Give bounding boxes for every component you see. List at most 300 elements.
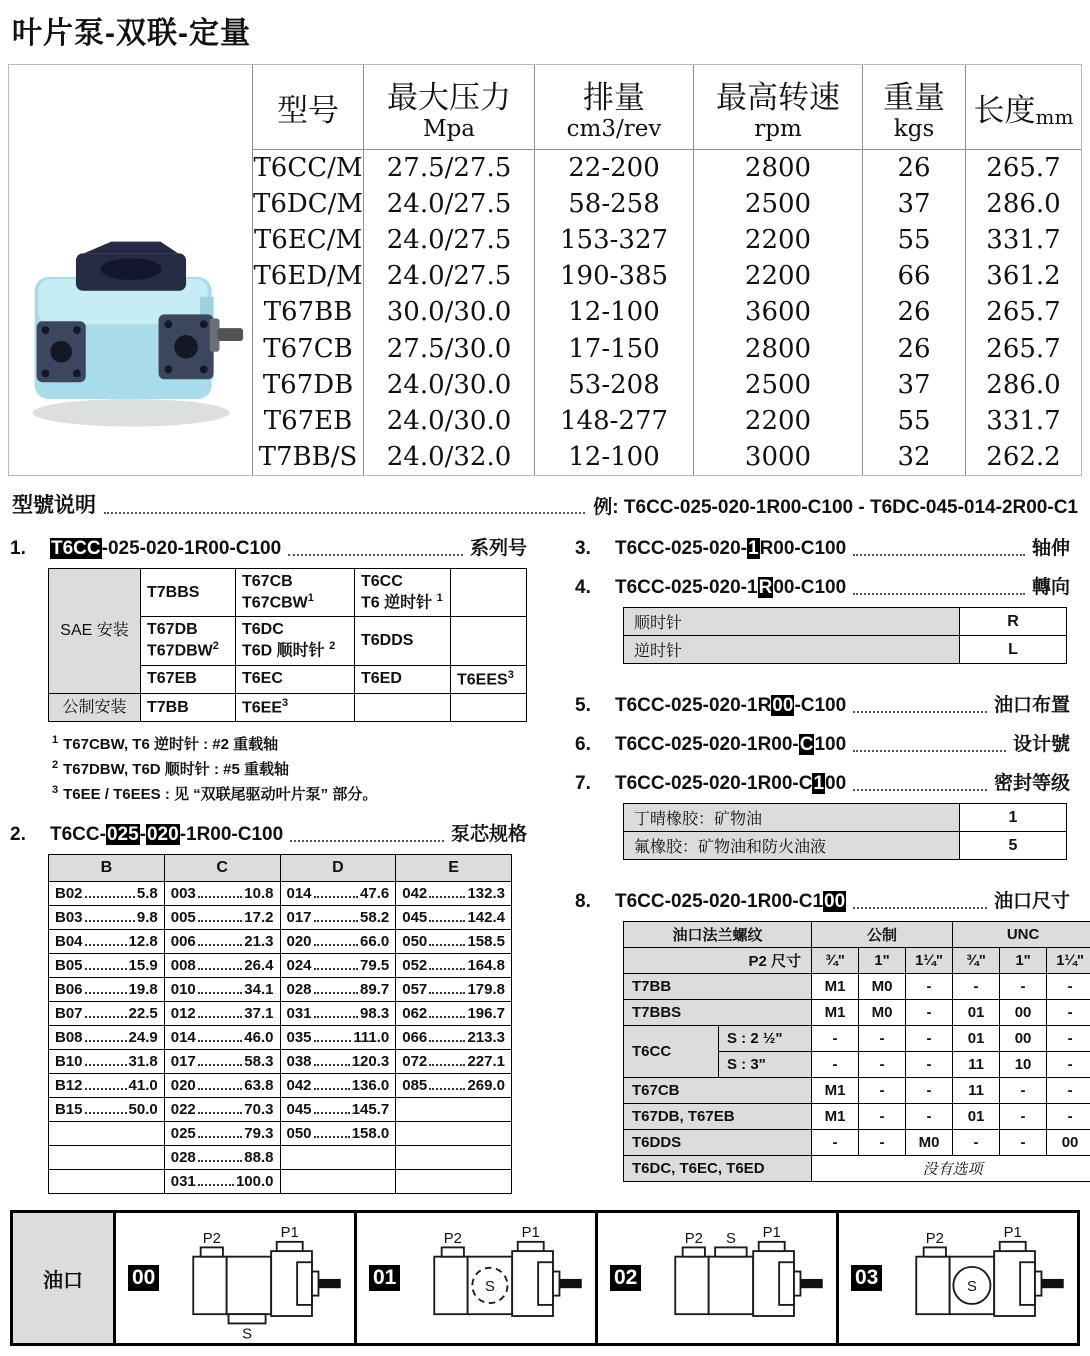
spec-cell: 66 <box>863 258 966 294</box>
core-cell: B02 5.8 <box>49 882 165 906</box>
left-column <box>8 521 537 1194</box>
core-cell <box>396 1098 512 1122</box>
port-cell: - <box>906 1000 953 1026</box>
svg-text:S: S <box>485 1279 496 1296</box>
port-row-sublabel: S : 2 ½" <box>719 1026 812 1052</box>
section-2-heading <box>10 819 527 846</box>
core-row <box>49 1170 512 1194</box>
core-cell: B06 19.8 <box>49 978 165 1002</box>
spec-cell: 2200 <box>694 258 863 294</box>
port-cell: - <box>1047 1000 1090 1026</box>
spec-cell: 17-150 <box>535 331 694 367</box>
core-cell: 020 63.8 <box>164 1074 280 1098</box>
mount-cell <box>355 693 451 721</box>
model-example: 例: T6CC-025-020-1R00-C100 - T6DC-045-014-2R00-C1 <box>593 497 1078 518</box>
spec-col-header: 最高转速 rpm <box>694 65 863 150</box>
core-cell: 035 111.0 <box>280 1026 396 1050</box>
mount-row-label: SAE 安装 <box>49 569 141 694</box>
core-row <box>49 1074 512 1098</box>
size-col-header: 1¼" <box>906 948 953 974</box>
spec-cell: 24.0/30.0 <box>364 367 535 403</box>
size-col-header: 1" <box>859 948 906 974</box>
core-cell: 050 158.0 <box>280 1122 396 1146</box>
spec-cell: 37 <box>863 367 966 403</box>
port-cell: - <box>859 1026 906 1052</box>
two-column-area <box>8 521 1085 1194</box>
core-cell: 038 120.3 <box>280 1050 396 1074</box>
port-cell: 00 <box>1047 1130 1090 1156</box>
spec-table-head <box>253 65 1081 150</box>
core-cell: B03 9.8 <box>49 906 165 930</box>
port-diagram-03 <box>882 1214 1077 1342</box>
port-cell: - <box>906 1026 953 1052</box>
port-row-label: T67CB <box>624 1078 812 1104</box>
core-row <box>49 1122 512 1146</box>
spec-cell: 30.0/30.0 <box>364 294 535 330</box>
mount-row <box>49 693 527 721</box>
spec-cell: 26 <box>863 150 966 187</box>
mount-cell: T7BBS <box>141 569 236 617</box>
port-cell: M0 <box>859 1000 906 1026</box>
core-row <box>49 1098 512 1122</box>
spec-cell: 2500 <box>694 186 863 222</box>
spec-cell: 262.2 <box>966 439 1081 475</box>
spec-row <box>253 403 1081 439</box>
spec-cell: T67CB <box>263 333 353 364</box>
spec-cell: 32 <box>863 439 966 475</box>
port-row-label: T7BBS <box>624 1000 812 1026</box>
port-cell: - <box>1000 1104 1047 1130</box>
port-config-panel-02 <box>598 1213 839 1343</box>
spec-row <box>253 150 1081 187</box>
port-config-panel-00 <box>116 1213 357 1343</box>
spec-header-row <box>253 65 1081 150</box>
model-code: T6CC-025-020-1R00-C100 <box>615 891 846 912</box>
pump-photo <box>9 65 253 475</box>
port-cell: - <box>812 1052 859 1078</box>
spec-cell: 265.7 <box>966 150 1081 187</box>
section-number: 3. <box>575 538 591 559</box>
section-label: 设计號 <box>1012 734 1070 755</box>
section-1-heading <box>10 533 527 560</box>
core-cell: 010 34.1 <box>164 978 280 1002</box>
model-code: T6CC-025-020-1R00-C100 <box>615 773 847 794</box>
spec-row <box>253 367 1081 403</box>
page-title: 叶片泵-双联-定量 <box>12 17 251 50</box>
kv-value: 5 <box>960 832 1067 860</box>
spec-cell: 24.0/27.5 <box>364 222 535 258</box>
spec-cell: 26 <box>863 331 966 367</box>
model-code: T6CC-025-020-1R00-C100 <box>615 577 847 598</box>
footnote: $^3$ T6EE / T6EES : 见 “双联尾驱动叶片泵” 部分。 <box>52 784 378 804</box>
port-config-panel-03 <box>839 1213 1077 1343</box>
port-cell: M0 <box>906 1130 953 1156</box>
svg-text:S: S <box>967 1279 978 1296</box>
section-7-heading <box>549 768 1070 795</box>
port-cell: - <box>859 1104 906 1130</box>
kv-row <box>624 804 1067 832</box>
core-cell: 045 145.7 <box>280 1098 396 1122</box>
port-cell: - <box>953 974 1000 1000</box>
spec-cell: 361.2 <box>966 258 1081 294</box>
dotted-leader <box>853 593 1025 595</box>
core-cell: 028 89.7 <box>280 978 396 1002</box>
core-cell: 057 179.8 <box>396 978 512 1002</box>
spec-cell: 12-100 <box>535 294 694 330</box>
mount-cell <box>451 693 527 721</box>
port-cell: 01 <box>953 1026 1000 1052</box>
mounting-table <box>48 568 527 722</box>
section-number: 6. <box>575 734 591 755</box>
seal-class-table <box>623 803 1067 860</box>
spec-cell: T7BB/S <box>258 441 358 472</box>
spec-cell: 22-200 <box>535 150 694 187</box>
core-row <box>49 1026 512 1050</box>
core-cell: B05 15.9 <box>49 954 165 978</box>
core-row <box>49 1050 512 1074</box>
port-row <box>624 1078 1090 1104</box>
port-cell: - <box>906 974 953 1000</box>
dotted-leader <box>853 554 1025 556</box>
port-row-label: T6CC <box>624 1026 719 1078</box>
kv-label: 顺时针 <box>624 608 960 636</box>
core-cell <box>49 1170 165 1194</box>
p2-size-label: P2 尺寸 <box>624 948 812 974</box>
port-group-header-row <box>624 922 1090 948</box>
section-label: 泵芯规格 <box>450 824 527 846</box>
core-row <box>49 1146 512 1170</box>
core-col-header: D <box>280 855 396 882</box>
model-code: T6CC-025-020-1R00-C100 <box>51 538 282 559</box>
port-row-sublabel: S : 3" <box>719 1052 812 1078</box>
dotted-leader <box>288 554 463 556</box>
port-group-header: 公制 <box>812 922 953 948</box>
port-config-panel-01 <box>357 1213 598 1343</box>
port-row-label: T67DB, T67EB <box>624 1104 812 1130</box>
core-cell: 005 17.2 <box>164 906 280 930</box>
port-cell: - <box>1047 1078 1090 1104</box>
size-col-header: ¾" <box>812 948 859 974</box>
section-8-heading <box>549 886 1070 913</box>
spec-cell: 55 <box>863 222 966 258</box>
port-cell: - <box>1047 1026 1090 1052</box>
core-cell: 003 10.8 <box>164 882 280 906</box>
mount-cell: T7BB <box>141 693 236 721</box>
spec-cell: T6EC/M <box>253 225 363 256</box>
port-cell: 01 <box>953 1104 1000 1130</box>
port-row <box>624 974 1090 1000</box>
kv-label: 逆时针 <box>624 636 960 664</box>
mount-cell: T6DC T6D 顺时针 $^2$ <box>236 617 355 665</box>
port-diagram-00 <box>159 1214 354 1342</box>
core-col-header: E <box>396 855 512 882</box>
core-cell: 028 88.8 <box>164 1146 280 1170</box>
port-size-header-row <box>624 948 1090 974</box>
core-cell: 031 100.0 <box>164 1170 280 1194</box>
mounting-table-body <box>49 569 527 722</box>
spec-cell: 331.7 <box>966 403 1081 439</box>
model-code: T6CC-025-020-1R00-C100 <box>615 734 847 755</box>
spec-section <box>8 64 1082 476</box>
core-header-row <box>49 855 512 882</box>
spec-cell: 58-258 <box>535 186 694 222</box>
kv-row <box>624 636 1067 664</box>
section-number: 2. <box>10 824 26 846</box>
core-cell: 031 98.3 <box>280 1002 396 1026</box>
model-desc-row <box>12 489 1078 519</box>
core-cell: 008 26.4 <box>164 954 280 978</box>
spec-row <box>253 258 1081 294</box>
spec-col-header: 最大压力 Mpa <box>364 65 535 150</box>
mount-row <box>49 569 527 617</box>
kv-label: 丁晴橡胶：矿物油 <box>624 804 960 832</box>
port-config-strip <box>10 1210 1080 1346</box>
dotted-leader <box>853 907 987 909</box>
spec-cell: 24.0/30.0 <box>364 403 535 439</box>
spec-cell: 2800 <box>694 331 863 367</box>
kv-value: 1 <box>960 804 1067 832</box>
spec-row <box>253 294 1081 330</box>
port-cell: - <box>906 1078 953 1104</box>
core-cell: 072 227.1 <box>396 1050 512 1074</box>
core-cell: 017 58.2 <box>280 906 396 930</box>
port-cell: - <box>812 1026 859 1052</box>
port-cell: - <box>1047 1104 1090 1130</box>
core-cell: 085 269.0 <box>396 1074 512 1098</box>
port-cell: - <box>859 1052 906 1078</box>
spec-cell: 24.0/32.0 <box>364 439 535 475</box>
port-cell: - <box>812 1130 859 1156</box>
port-row <box>624 1026 1090 1052</box>
spec-col-header: 长度mm <box>966 65 1081 150</box>
port-row-note: 没有选项 <box>812 1156 1090 1182</box>
port-cell: - <box>1000 974 1047 1000</box>
dotted-leader <box>853 711 987 713</box>
footnote: $^1$ T67CBW, T6 逆时针 : #2 重载轴 <box>52 734 279 754</box>
port-cell: 00 <box>1000 1026 1047 1052</box>
core-col-header: B <box>49 855 165 882</box>
spec-row <box>253 186 1081 222</box>
core-cell <box>396 1170 512 1194</box>
mount-cell: T6DDS <box>355 617 451 665</box>
spec-cell: 53-208 <box>535 367 694 403</box>
spec-cell: T6CC/M <box>253 153 363 184</box>
port-row-label: T7BB <box>624 974 812 1000</box>
port-cell: 11 <box>953 1078 1000 1104</box>
kv-value: R <box>960 608 1067 636</box>
spec-cell: 26 <box>863 294 966 330</box>
port-config-badge: 02 <box>610 1265 641 1291</box>
spec-row <box>253 331 1081 367</box>
spec-cell: T67EB <box>263 405 353 436</box>
section-number: 1. <box>10 538 26 559</box>
core-cell: 014 46.0 <box>164 1026 280 1050</box>
port-cell: M1 <box>812 1104 859 1130</box>
section-number: 8. <box>575 891 591 912</box>
section-number: 4. <box>575 577 591 598</box>
mount-cell: T6ED <box>355 665 451 693</box>
core-row <box>49 954 512 978</box>
port-row <box>624 1104 1090 1130</box>
spec-cell: 2200 <box>694 403 863 439</box>
port-group-header: UNC <box>953 922 1090 948</box>
core-row <box>49 906 512 930</box>
port-cell: - <box>1047 1052 1090 1078</box>
spec-cell: 3000 <box>694 439 863 475</box>
section-5-heading <box>549 690 1070 717</box>
core-cell <box>280 1170 396 1194</box>
kv-label: 氟橡胶：矿物油和防火油液 <box>624 832 960 860</box>
spec-col-header: 型号 <box>253 65 364 150</box>
size-col-header: 1¼" <box>1047 948 1090 974</box>
spec-cell: 27.5/27.5 <box>364 150 535 187</box>
port-cell: - <box>906 1104 953 1130</box>
core-cell: 052 164.8 <box>396 954 512 978</box>
spec-table <box>253 65 1081 475</box>
port-cell: 01 <box>953 1000 1000 1026</box>
spec-cell: 37 <box>863 186 966 222</box>
port-row-label: T6DC, T6EC, T6ED <box>624 1156 812 1182</box>
core-cell: 020 66.0 <box>280 930 396 954</box>
port-cell: M1 <box>812 1078 859 1104</box>
port-row <box>624 1130 1090 1156</box>
mount-cell: T67EB <box>141 665 236 693</box>
svg-text:P1: P1 <box>522 1225 541 1242</box>
core-row <box>49 882 512 906</box>
port-group-header: 油口法兰螺纹 <box>624 922 812 948</box>
port-cell: 11 <box>953 1052 1000 1078</box>
core-cell <box>49 1122 165 1146</box>
model-code: T6CC-025-020-1R00-C100 <box>615 695 847 716</box>
mount-cell: T6CC T6 逆时针 $^1$ <box>355 569 451 617</box>
spec-cell: T6DC/M <box>253 189 364 220</box>
spec-cell: 2800 <box>694 150 863 187</box>
mount-cell: T67CB T67CBW$^1$ <box>236 569 355 617</box>
spec-cell: 27.5/30.0 <box>364 331 535 367</box>
spec-cell: 148-277 <box>535 403 694 439</box>
size-col-header: ¾" <box>953 948 1000 974</box>
core-cell: B15 50.0 <box>49 1098 165 1122</box>
footnotes <box>52 732 527 807</box>
port-diagram-02 <box>641 1214 836 1342</box>
mount-cell: T6EC <box>236 665 355 693</box>
core-cell: 050 158.5 <box>396 930 512 954</box>
port-cell: - <box>906 1052 953 1078</box>
rotation-table <box>623 607 1067 664</box>
port-size-table <box>623 921 1090 1182</box>
mount-cell: T67DB T67DBW$^2$ <box>141 617 236 665</box>
core-spec-table <box>48 854 512 1194</box>
core-cell: 024 79.5 <box>280 954 396 978</box>
spec-cell: 24.0/27.5 <box>364 258 535 294</box>
spec-cell: 12-100 <box>535 439 694 475</box>
core-cell: 045 142.4 <box>396 906 512 930</box>
port-cell: - <box>1000 1078 1047 1104</box>
section-label: 油口布置 <box>993 695 1070 716</box>
spec-row <box>253 439 1081 475</box>
core-row <box>49 978 512 1002</box>
core-cell: 006 21.3 <box>164 930 280 954</box>
port-diagram-01 <box>400 1214 595 1342</box>
section-label: 轉向 <box>1031 577 1070 598</box>
spec-cell: 2200 <box>694 222 863 258</box>
kv-row <box>624 608 1067 636</box>
spec-col-header: 排量 cm3/rev <box>535 65 694 150</box>
section-6-heading <box>549 729 1070 756</box>
footnote: $^2$ T67DBW, T6D 顺时针 : #5 重载轴 <box>52 759 289 779</box>
port-row-label: T6DDS <box>624 1130 812 1156</box>
section-3-heading <box>549 533 1070 560</box>
spec-cell: 190-385 <box>535 258 694 294</box>
svg-text:P1: P1 <box>763 1225 782 1242</box>
port-row <box>624 1000 1090 1026</box>
kv-value: L <box>960 636 1067 664</box>
dotted-leader <box>853 750 1006 752</box>
port-cell: M0 <box>859 974 906 1000</box>
core-cell: B07 22.5 <box>49 1002 165 1026</box>
right-column <box>537 521 1085 1194</box>
svg-text:P2: P2 <box>685 1231 704 1248</box>
section-4-heading <box>549 572 1070 599</box>
svg-text:P1: P1 <box>1004 1225 1023 1242</box>
core-cell: 017 58.3 <box>164 1050 280 1074</box>
core-table-body <box>49 882 512 1194</box>
section-label: 系列号 <box>469 538 527 559</box>
core-cell: 014 47.6 <box>280 882 396 906</box>
core-cell: 012 37.1 <box>164 1002 280 1026</box>
core-cell <box>396 1122 512 1146</box>
port-table-head <box>624 922 1090 974</box>
dotted-leader <box>290 840 444 842</box>
spec-cell: 3600 <box>694 294 863 330</box>
section-number: 7. <box>575 773 591 794</box>
port-config-badge: 00 <box>128 1265 159 1291</box>
core-cell <box>280 1146 396 1170</box>
spec-cell: 55 <box>863 403 966 439</box>
port-cell: - <box>953 1130 1000 1156</box>
spec-cell: 24.0/27.5 <box>364 186 535 222</box>
core-cell: B08 24.9 <box>49 1026 165 1050</box>
port-config-badge: 03 <box>851 1265 882 1291</box>
core-cell <box>396 1146 512 1170</box>
spec-row <box>253 222 1081 258</box>
spec-col-header: 重量 kgs <box>863 65 966 150</box>
port-table-body <box>624 974 1090 1182</box>
core-row <box>49 1002 512 1026</box>
core-cell: B04 12.8 <box>49 930 165 954</box>
mount-cell: T6EES$^3$ <box>451 665 527 693</box>
spec-cell: 265.7 <box>966 294 1081 330</box>
mount-row-label: 公制安装 <box>49 693 141 721</box>
port-cell: - <box>859 1130 906 1156</box>
core-cell: B10 31.8 <box>49 1050 165 1074</box>
spec-table-body <box>253 150 1081 476</box>
spec-cell: T67DB <box>262 369 354 400</box>
port-cell: 10 <box>1000 1052 1047 1078</box>
port-config-badge: 01 <box>369 1265 400 1291</box>
port-cell: - <box>1000 1130 1047 1156</box>
core-cell: 062 196.7 <box>396 1002 512 1026</box>
core-cell: 066 213.3 <box>396 1026 512 1050</box>
port-cell: - <box>1047 974 1090 1000</box>
core-cell: 025 79.3 <box>164 1122 280 1146</box>
svg-text:P1: P1 <box>281 1225 300 1242</box>
spec-cell: T6ED/M <box>253 261 363 292</box>
mount-cell <box>451 569 527 617</box>
mount-cell: $T6EE^3$ <box>236 693 355 721</box>
spec-cell: 265.7 <box>966 331 1081 367</box>
spec-cell: 153-327 <box>535 222 694 258</box>
